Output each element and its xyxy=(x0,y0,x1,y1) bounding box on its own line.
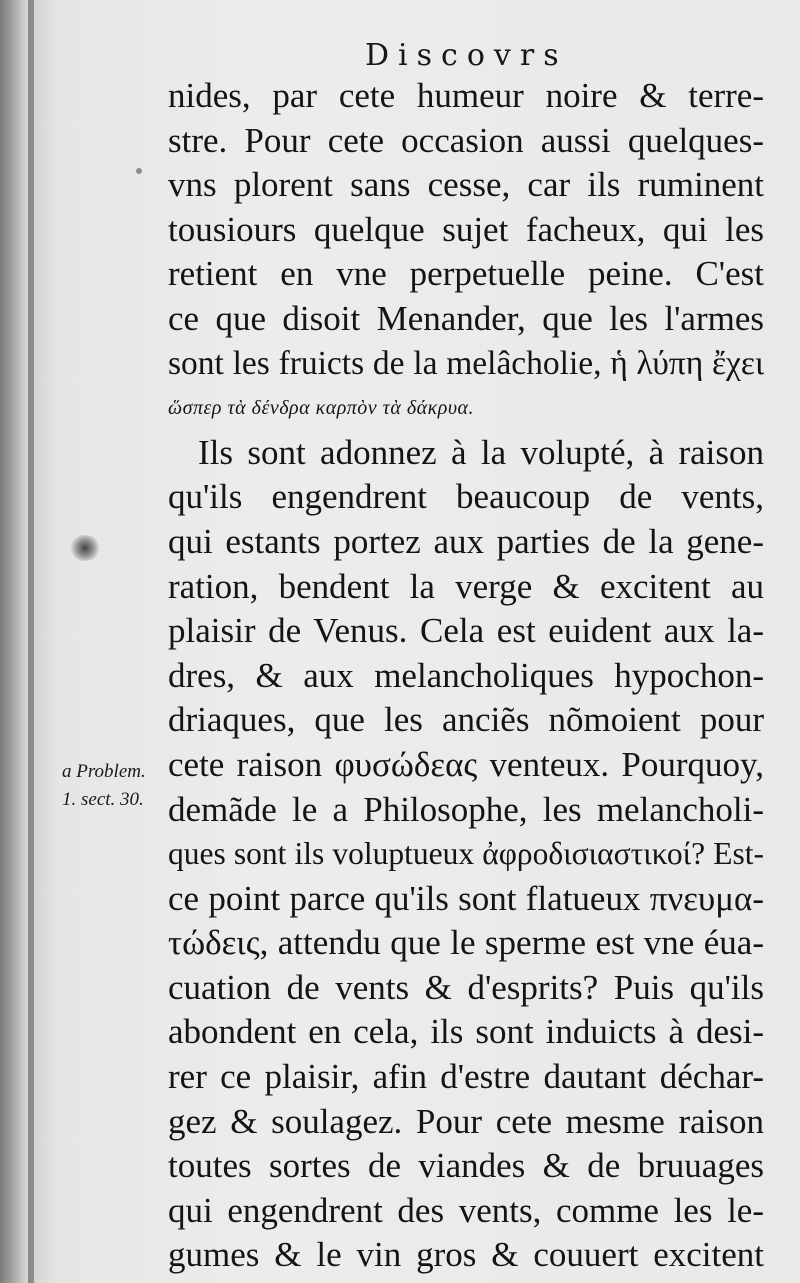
text-line: stre. Pour cete occasion aussi quelques- xyxy=(168,120,764,160)
marginal-note-line: a Problem. xyxy=(62,761,146,782)
text-line: cete raison φυσώδεας venteux. Pourquoy, xyxy=(168,744,764,784)
ink-blot xyxy=(70,535,100,561)
text-line: qui estants portez aux parties de la gene- xyxy=(168,521,764,561)
text-line: ques sont ils voluptueux ἀφροδισιαστικοί? Est- xyxy=(168,836,764,872)
ink-speck xyxy=(136,168,142,174)
marginal-note-line: 1. sect. 30. xyxy=(62,789,144,810)
text-line: tousiours quelque sujet facheux, qui les xyxy=(168,209,764,249)
body-text xyxy=(168,74,764,1278)
page-edge-shadow xyxy=(28,0,34,1283)
text-line: vns plorent sans cesse, car ils ruminent xyxy=(168,165,764,205)
marginal-note xyxy=(62,758,182,814)
text-line: driaques, que les anciẽs nõmoient pour xyxy=(168,700,764,740)
text-line: qui engendrent des vents, comme les le- xyxy=(168,1190,764,1230)
running-head: Discovrs xyxy=(365,38,568,73)
text-line: plaisir de Venus. Cela est euident aux la- xyxy=(168,611,764,651)
book-gutter xyxy=(0,0,28,1283)
text-line: gumes & le vin gros & couuert excitent xyxy=(168,1235,764,1275)
text-line: retient en vne perpetuelle peine. C'est xyxy=(168,254,764,294)
text-line: gez & soulagez. Pour cete mesme raison xyxy=(168,1101,764,1141)
text-line: rer ce plaisir, afin d'estre dautant déchar- xyxy=(168,1057,764,1097)
text-line: nides, par cete humeur noire & terre- xyxy=(168,76,764,115)
text-line: sont les fruicts de la melâcholie, ἡ λύπη ἔχει xyxy=(168,344,764,382)
text-line: ce point parce qu'ils sont flatueux πνευμα- xyxy=(168,878,764,918)
text-line: ce que disoit Menander, que les l'armes xyxy=(168,298,764,338)
greek-quotation-line: ὥσπερ τὰ δένδρα καρπὸν τὰ δάκρυα. xyxy=(168,397,475,420)
text-line: abondent en cela, ils sont induicts à desi- xyxy=(168,1012,764,1052)
text-line: qu'ils engendrent beaucoup de vents, xyxy=(168,477,764,517)
text-line: dres, & aux melancholiques hypochon- xyxy=(168,655,764,695)
text-line: toutes sortes de viandes & de bruuages xyxy=(168,1146,764,1186)
text-line: cuation de vents & d'esprits? Puis qu'ils xyxy=(168,967,764,1007)
text-line: demãde le a Philosophe, les melancholi- xyxy=(168,789,764,829)
text-line: τώδεις, attendu que le sperme est vne éua- xyxy=(168,923,764,963)
text-line: ration, bendent la verge & excitent au xyxy=(168,566,764,606)
paragraph-first-line: Ils sont adonnez à la volupté, à raison xyxy=(198,432,764,472)
